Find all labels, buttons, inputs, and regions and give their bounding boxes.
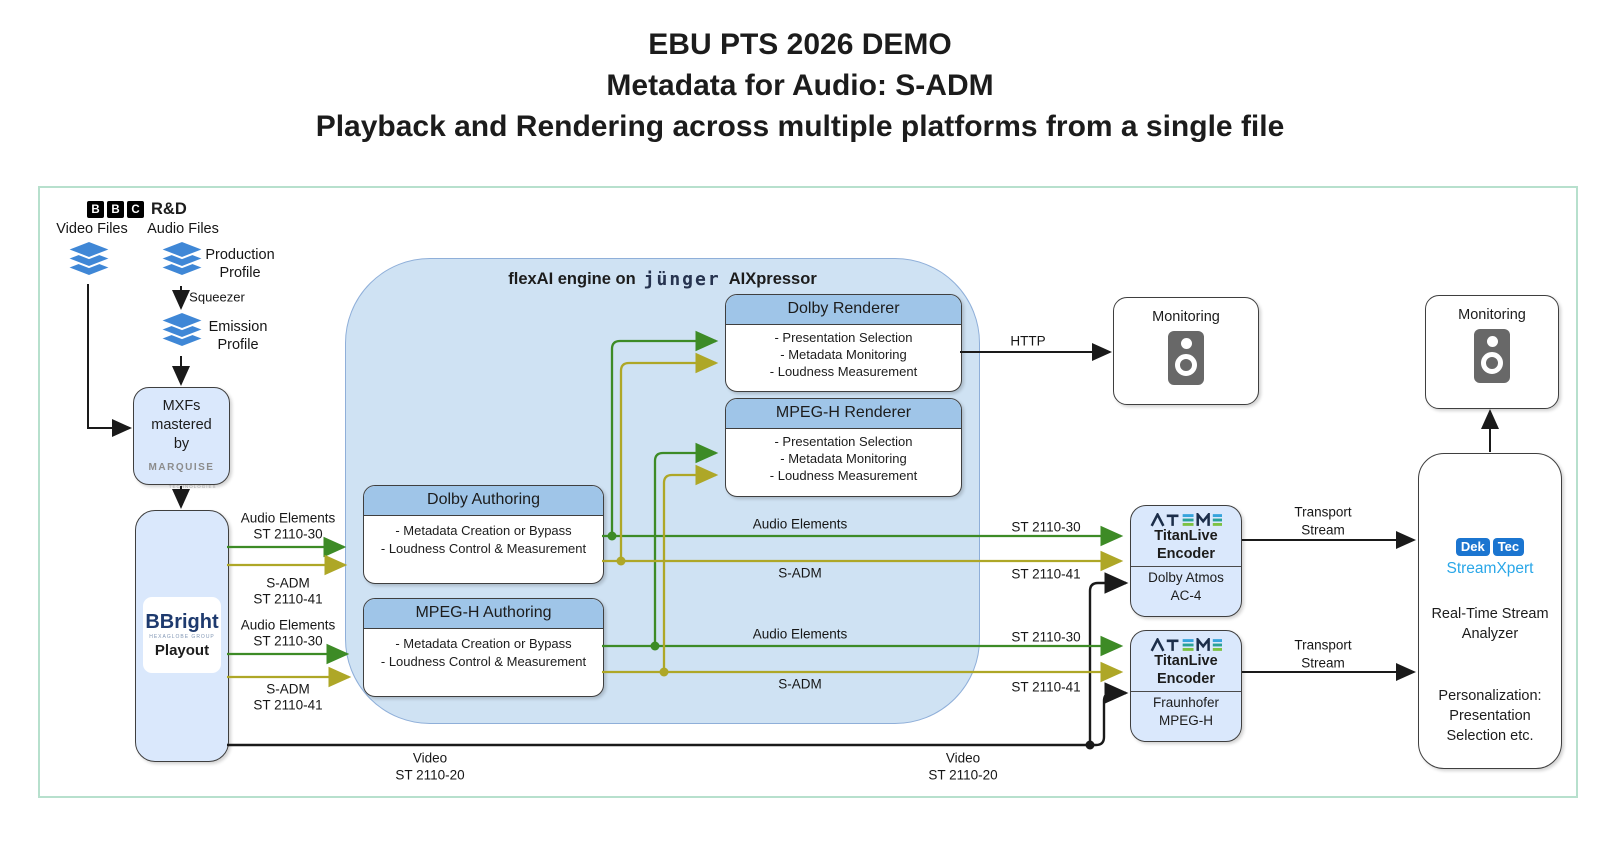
squeezer-label: Squeezer (189, 289, 245, 305)
speaker-icon (1474, 329, 1510, 383)
page-title (0, 24, 1600, 147)
monitoring-left-label: Monitoring (1152, 309, 1220, 325)
bbright-card (143, 597, 221, 673)
dolby-renderer-item-3: - Loudness Measurement (769, 364, 918, 379)
mpegh-authoring-panel (363, 598, 604, 697)
production-profile-label-2: Profile (219, 265, 261, 281)
mpegh-renderer-item-2: - Metadata Monitoring (780, 451, 907, 466)
flow-label: ST 2110-41 (253, 697, 323, 713)
encoder-dolby-sub-2: AC-4 (1170, 588, 1202, 603)
mxf-line-2: mastered (151, 417, 212, 433)
analyzer-line-2: Analyzer (1461, 626, 1519, 642)
video-label: ST 2110-20 (395, 767, 465, 783)
bbc-rd-logo (87, 200, 187, 219)
bbright-logo: BBright (145, 611, 219, 633)
flow-label: S-ADM (266, 681, 310, 697)
marquise-logo: MARQUISE (148, 462, 215, 473)
flow-label: Audio Elements (752, 626, 848, 642)
bbc-letter-c: C (127, 201, 144, 218)
video-files-layers-icon (64, 240, 114, 284)
flexai-title-suffix: AIXpressor (728, 270, 817, 288)
dolby-authoring-item-1: - Metadata Creation or Bypass (395, 523, 572, 538)
encoder-mpegh-sub-1: Fraunhofer (1152, 695, 1220, 710)
flow-label: ST 2110-30 (253, 526, 323, 542)
speaker-tweeter (1181, 338, 1192, 349)
flow-label: ST 2110-41 (1011, 566, 1081, 582)
dolby-authoring-item-2: - Loudness Control & Measurement (380, 540, 587, 556)
transport-stream-label: Stream (1301, 655, 1345, 671)
monitoring-box-left (1113, 297, 1259, 405)
playout-label: Playout (154, 642, 210, 659)
mpegh-renderer-title: MPEG-H Renderer (726, 399, 961, 429)
monitoring-box-right (1425, 295, 1559, 409)
playout-node (135, 510, 229, 762)
transport-stream-label: Transport (1294, 504, 1352, 520)
flow-label: ST 2110-41 (253, 591, 323, 607)
analyzer-line-3: Personalization: (1438, 688, 1542, 704)
audio-files-label: Audio Files (147, 221, 219, 237)
bbc-rd-label: R&D (151, 200, 187, 218)
mpegh-authoring-title: MPEG-H Authoring (364, 599, 603, 629)
speaker-woofer (1481, 352, 1503, 374)
bbc-letter-b1: B (87, 201, 104, 218)
dektec-logo-dek: Dek (1456, 538, 1490, 556)
encoder-dolby-line-2: Encoder (1156, 546, 1215, 562)
title-line-3: Playback and Rendering across multiple platforms from a single file (315, 110, 1285, 143)
encoder-divider (1131, 691, 1241, 692)
analyzer-line-5: Selection etc. (1446, 728, 1534, 744)
mxf-line-1: MXFs (162, 398, 201, 414)
bbc-letter-b2: B (107, 201, 124, 218)
mpegh-authoring-item-1: - Metadata Creation or Bypass (395, 636, 572, 651)
junger-logo: jünger (643, 269, 721, 290)
flow-label: ST 2110-41 (1011, 679, 1081, 695)
emission-profile-label-2: Profile (217, 337, 259, 353)
encoder-mpegh-line-2: Encoder (1156, 671, 1215, 687)
flow-label: Audio Elements (240, 510, 336, 526)
flow-label: S-ADM (266, 575, 310, 591)
mpegh-renderer-item-3: - Loudness Measurement (769, 468, 918, 483)
dektec-logo-tec: Tec (1493, 538, 1524, 556)
transport-stream-label: Stream (1301, 522, 1345, 538)
emission-profile-label-1: Emission (208, 319, 268, 335)
encoder-divider (1131, 566, 1241, 567)
dolby-authoring-title: Dolby Authoring (364, 486, 603, 516)
emission-profile-layers-icon (157, 311, 207, 355)
encoder-dolby-line-1: TitanLive (1154, 528, 1218, 544)
mpegh-authoring-item-2: - Loudness Control & Measurement (380, 653, 587, 669)
http-label: HTTP (1010, 333, 1046, 349)
title-line-1: EBU PTS 2026 DEMO (648, 28, 952, 61)
transport-stream-label: Transport (1294, 637, 1352, 653)
speaker-icon (1168, 331, 1204, 385)
streamxpert-label: StreamXpert (1446, 560, 1534, 577)
encoder-mpegh-line-1: TitanLive (1154, 653, 1218, 669)
dolby-authoring-panel (363, 485, 604, 584)
dektec-logo (1419, 538, 1561, 556)
mxf-line-3: by (173, 436, 190, 452)
dolby-renderer-item-1: - Presentation Selection (774, 330, 913, 345)
hexaglobe-group-label: HEXAGLOBE GROUP (149, 634, 215, 640)
dolby-renderer-title: Dolby Renderer (726, 295, 961, 325)
video-label: Video (945, 750, 981, 766)
video-label: ST 2110-20 (928, 767, 998, 783)
flow-label: Audio Elements (752, 516, 848, 532)
flexai-title (346, 269, 979, 290)
flow-label: ST 2110-30 (1011, 519, 1081, 535)
ateme-logo (1150, 513, 1222, 527)
mxf-mastering-node (133, 387, 230, 489)
flexai-title-prefix: flexAI engine on (508, 270, 636, 288)
flow-label: Audio Elements (240, 617, 336, 633)
encoder-mpegh-node (1130, 630, 1242, 742)
encoder-dolby-sub-1: Dolby Atmos (1148, 570, 1224, 585)
dolby-renderer-panel (725, 294, 962, 392)
speaker-tweeter (1487, 336, 1498, 347)
analyzer-line-1: Real-Time Stream (1431, 606, 1549, 622)
monitoring-right-label: Monitoring (1458, 307, 1526, 323)
title-line-2: Metadata for Audio: S-ADM (606, 69, 994, 102)
analyzer-line-4: Presentation (1449, 708, 1531, 724)
production-profile-label-1: Production (205, 247, 275, 263)
mpegh-renderer-item-1: - Presentation Selection (774, 434, 913, 449)
video-files-label: Video Files (56, 221, 128, 237)
flow-label: ST 2110-30 (1011, 629, 1081, 645)
video-label: Video (412, 750, 448, 766)
encoder-mpegh-sub-2: MPEG-H (1159, 713, 1213, 728)
speaker-woofer (1175, 354, 1197, 376)
flow-label: S-ADM (778, 565, 822, 581)
ateme-logo (1150, 638, 1222, 652)
marquise-logo-sub: TECHNOLOGIES (168, 484, 217, 489)
dolby-renderer-item-2: - Metadata Monitoring (780, 347, 907, 362)
mpegh-renderer-panel (725, 398, 962, 497)
stream-analyzer-node (1418, 453, 1562, 769)
flow-label: S-ADM (778, 676, 822, 692)
flow-label: ST 2110-30 (253, 633, 323, 649)
production-profile-layers-icon (157, 240, 207, 284)
encoder-dolby-node (1130, 505, 1242, 617)
